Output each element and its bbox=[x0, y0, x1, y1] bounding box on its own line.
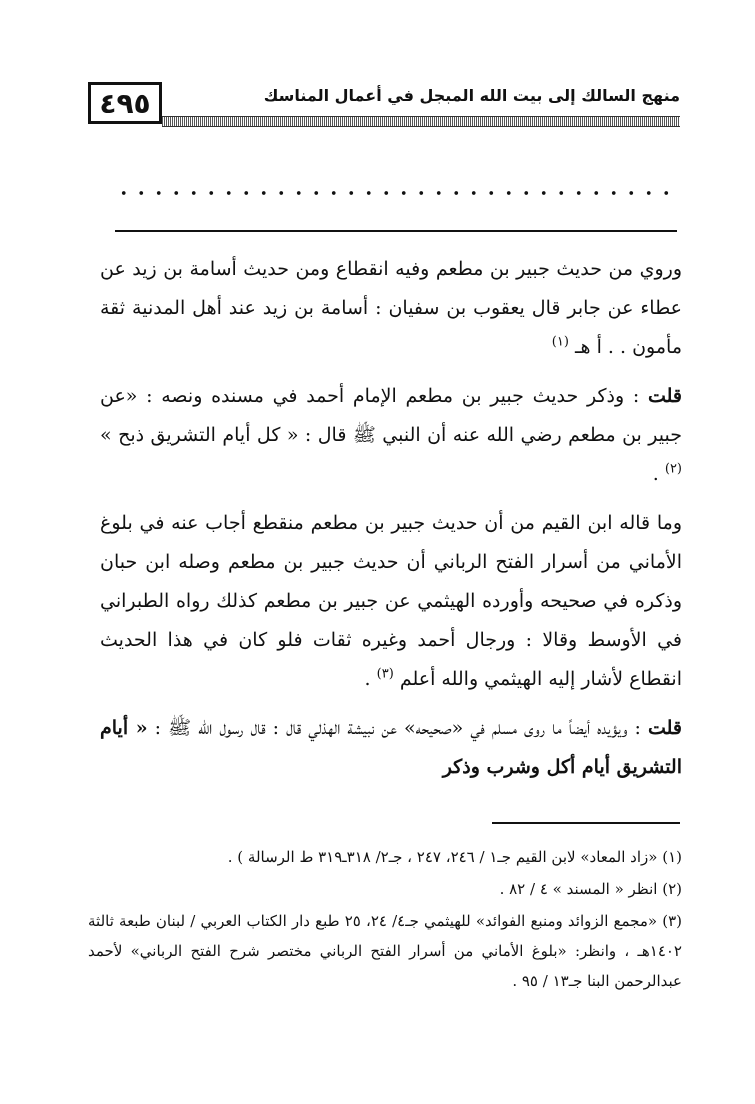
header-hatch-rule bbox=[162, 116, 680, 127]
paragraph-2: قلت : وذكر حديث جبير بن مطعم الإمام أحمد في مسنده ونصه : «عن جبير بن مطعم رضي الله عنه أن النبي ﷺ قال : « كل أيام التشريق ذبح » $^{(٢)}$ . bbox=[100, 385, 682, 485]
footnotes bbox=[88, 842, 682, 998]
qult-keyword: قلت bbox=[647, 717, 682, 739]
paragraph-1: وروي من حديث جبير بن مطعم وفيه انقطاع ومن حديث أسامة بن زيد عن عطاء عن جابر قال يعقوب بن سفيان : أسامة بن زيد عند أهل المدنية ثقة مأمون . . أ هـ $^{(١)}$ bbox=[100, 258, 682, 358]
main-text bbox=[100, 250, 682, 797]
paragraph-4: قلت : ويؤيده أيضاً ما روى مسلم في «صحيحه» عن نبيشة الهذلي قال : قال رسول الله ﷺ : « أيام التشريق أيام أكل وشرب وذكر bbox=[100, 717, 682, 778]
section-divider bbox=[115, 230, 677, 232]
footnote-3: (٣) «مجمع الزوائد ومنبع الفوائد» للهيثمي جـ٤/ ٢٤، ٢٥ طبع دار الكتاب العربي / لبنان طبعة ثالثة ١٤٠٢هـ ، وانظر: «بلوغ الأماني من أسرار الفتح الرباني مختصر شرح الفتح الرباني» لأحمد عبدالرحمن البنا جـ١٣ / ٩٥ . bbox=[88, 912, 682, 990]
footnote-ref-3: (٣) bbox=[376, 666, 394, 682]
ellipsis-dots-divider bbox=[115, 186, 675, 200]
book-title: منهج السالك إلى بيت الله المبجل في أعمال المناسك bbox=[263, 86, 680, 105]
paragraph-3: وما قاله ابن القيم من أن حديث جبير بن مطعم منقطع أجاب عنه في بلوغ الأماني من أسرار الفتح الرباني أن حديث جبير بن مطعم وصله ابن حبان وذكره في صحيحه وأورده الهيثمي عن جبير بن مطعم كذلك رواه الطبراني في الأوسط وقالا : ورجال أحمد وغيره ثقات فلو كان في هذا الحديث انقطاع لأشار إليه الهيثمي والله أعلم $^{(٣)}$ . bbox=[100, 512, 682, 690]
footnote-1: (١) «زاد المعاد» لابن القيم جـ١ / ٢٤٦، ٢٤٧ ، جـ٢/ ٣١٨ـ٣١٩ ط الرسالة ) . bbox=[227, 848, 682, 866]
footnote-divider bbox=[492, 822, 680, 824]
page-number: ٤٩٥ bbox=[99, 86, 151, 120]
footnote-ref-2: (٢) bbox=[664, 461, 682, 477]
footnote-ref-1: (١) bbox=[551, 334, 569, 350]
footnote-2: (٢) انظر « المسند » ٤ / ٨٢ . bbox=[499, 880, 682, 898]
page-header bbox=[88, 72, 680, 132]
hadith-quote: « أيام التشريق أيام أكل وشرب وذكر bbox=[100, 717, 682, 778]
qult-keyword: قلت bbox=[647, 385, 682, 407]
page-number-box bbox=[88, 82, 162, 124]
